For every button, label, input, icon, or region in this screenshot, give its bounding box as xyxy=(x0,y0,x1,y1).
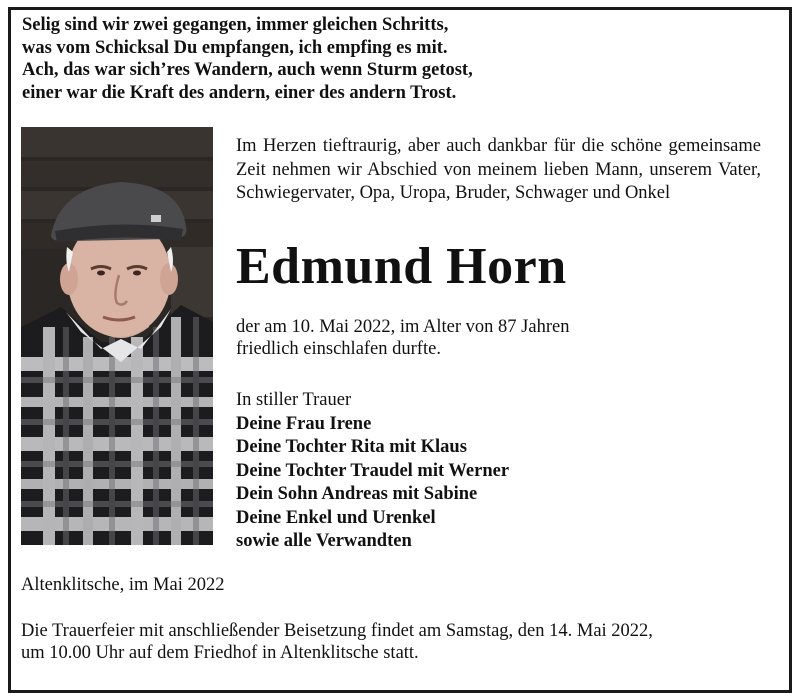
mourner-entry: Deine Enkel und Urenkel xyxy=(236,507,436,528)
funeral-line: um 10.00 Uhr auf dem Friedhof in Altenklitsche statt. xyxy=(21,643,419,663)
poem-line: was vom Schicksal Du empfangen, ich empfing es mit. xyxy=(22,37,448,58)
mourner-entry: Deine Tochter Rita mit Klaus xyxy=(236,437,467,457)
mourner-entry: sowie alle Verwandten xyxy=(236,531,412,551)
poem xyxy=(22,14,473,104)
death-notice xyxy=(236,316,569,360)
mourners-list xyxy=(236,389,509,554)
portrait-illustration xyxy=(21,127,213,545)
intro-text: Im Herzen tieftraurig, aber auch dankbar für die schöne gemeinsame Zeit nehmen wir Abschied von meinem lieben Mann, unserem Vater, Schwiegervater, Opa, Uropa, Bruder, Schwager und Onkel xyxy=(236,136,761,203)
poem-line: Ach, das war sich’res Wandern, auch wenn Sturm getost, xyxy=(22,60,473,80)
mourners-heading: In stiller Trauer xyxy=(236,390,352,410)
mourner-entry: Dein Sohn Andreas mit Sabine xyxy=(236,484,478,504)
funeral-line: Die Trauerfeier mit anschließender Beisetzung findet am Samstag, den 14. Mai 2022, xyxy=(21,621,653,641)
death-line: friedlich einschlafen durfte. xyxy=(236,339,441,359)
poem-line: Selig sind wir zwei gegangen, immer gleichen Schritts, xyxy=(22,15,449,35)
mourner-entry: Deine Frau Irene xyxy=(236,413,372,434)
mourner-entry: Deine Tochter Traudel mit Werner xyxy=(236,460,510,481)
deceased-name: Edmund Horn xyxy=(236,238,567,295)
death-line: der am 10. Mai 2022, im Alter von 87 Jahren xyxy=(236,317,570,337)
place-date: Altenklitsche, im Mai 2022 xyxy=(21,575,225,595)
poem-line: einer war die Kraft des andern, einer des andern Trost. xyxy=(22,82,457,103)
funeral-info xyxy=(21,620,766,664)
portrait-photo xyxy=(21,127,213,545)
